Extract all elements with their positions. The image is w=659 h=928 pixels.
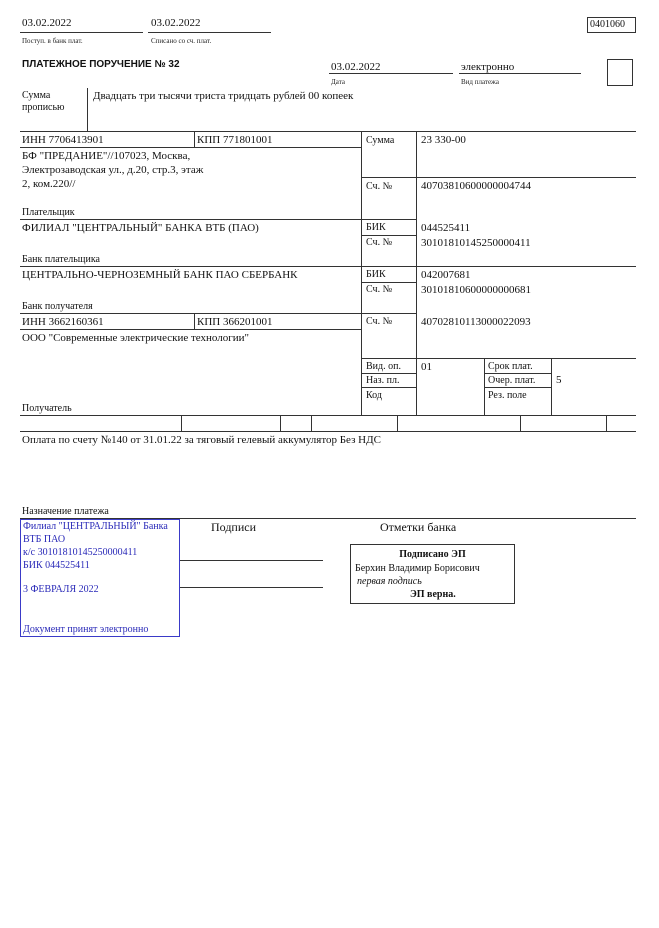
e-signature-title: Подписано ЭП <box>399 549 466 560</box>
amount-value: 23 330-00 <box>421 134 466 146</box>
payer-label: Плательщик <box>22 207 75 218</box>
document-date-label: Дата <box>331 78 345 86</box>
signatures-label: Подписи <box>211 520 257 534</box>
payee-account-value: 40702810113000022093 <box>421 316 531 328</box>
document-date-line <box>329 73 453 74</box>
payee-inn-kpp-divider <box>194 313 195 329</box>
debited-date: 03.02.2022 <box>151 17 201 29</box>
payer-inn-kpp-divider <box>194 131 195 147</box>
form-code: 0401060 <box>587 17 636 33</box>
payee-account-bottom-line <box>361 358 636 359</box>
e-signature-status: ЭП верна. <box>410 589 456 600</box>
payee-bank-bottom-line <box>20 313 416 314</box>
payer-kpp: КПП 771801001 <box>197 134 273 146</box>
codes-divider-1 <box>484 358 485 415</box>
debited-date-line <box>148 32 271 33</box>
document-date: 03.02.2022 <box>331 61 381 73</box>
signature-line-2[interactable] <box>180 587 323 588</box>
bank-stamp-date: 3 ФЕВРАЛЯ 2022 <box>23 584 99 595</box>
payee-bottom-line <box>20 415 636 416</box>
label-value-divider <box>416 131 417 415</box>
tax-cell-divider-3 <box>311 415 312 431</box>
bank-marks-label: Отметки банка <box>380 520 457 534</box>
purpose-text: Оплата по счету №140 от 31.01.22 за тяговый гелевый аккумулятор Без НДС <box>22 434 381 446</box>
bank-stamp-line-3: к/с 30101810145250000411 <box>23 547 138 558</box>
op-type-bottom-line <box>361 373 416 374</box>
payee-bik-bottom-line <box>361 282 416 283</box>
priority-value: 5 <box>556 374 562 386</box>
purpose-code-bottom-line <box>361 387 416 388</box>
payer-inn-bottom-line <box>20 147 361 148</box>
bank-stamp-note: Документ принят электронно <box>23 624 149 635</box>
op-type-value: 01 <box>421 361 432 373</box>
payer-account-label: Сч. № <box>366 181 393 192</box>
due-bottom-line <box>484 373 551 374</box>
bank-stamp-line-2: ВТБ ПАО <box>23 534 66 545</box>
purpose-code-label: Наз. пл. <box>366 375 400 386</box>
payee-inn: ИНН 3662160361 <box>22 316 104 328</box>
payer-bank-label: Банк плательщика <box>22 254 100 265</box>
payer-bank-name: ФИЛИАЛ "ЦЕНТРАЛЬНЫЙ" БАНКА ВТБ (ПАО) <box>22 222 259 234</box>
payer-bank-account-label: Сч. № <box>366 237 393 248</box>
amount-label: Сумма <box>366 135 395 146</box>
payee-label: Получатель <box>22 403 72 414</box>
table-top-line <box>20 131 636 132</box>
payment-type-label: Вид платежа <box>461 78 500 86</box>
payer-name-line-2: Электрозаводская ул., д.20, стр.3, этаж <box>22 164 204 176</box>
payee-bank-name: ЦЕНТРАЛЬНО-ЧЕРНОЗЕМНЫЙ БАНК ПАО СБЕРБАНК <box>22 269 298 281</box>
amount-bottom-line <box>361 177 636 178</box>
e-signature-role: первая подпись <box>357 576 422 587</box>
tax-cell-divider-2 <box>280 415 281 431</box>
amount-words-divider <box>87 88 88 131</box>
payee-bank-label: Банк получателя <box>22 301 93 312</box>
payee-account-label: Сч. № <box>366 316 393 327</box>
tax-cell-divider-1 <box>181 415 182 431</box>
amount-words-label-1: Сумма <box>22 90 51 101</box>
codes-divider-2 <box>551 358 552 415</box>
bank-stamp-line-1: Филиал "ЦЕНТРАЛЬНЫЙ" Банка <box>23 521 168 532</box>
left-column-divider <box>361 131 362 415</box>
received-date-line <box>20 32 143 33</box>
payee-kpp: КПП 366201001 <box>197 316 273 328</box>
tax-row-bottom-line <box>20 431 636 432</box>
payer-bik-bottom-line <box>361 235 416 236</box>
payee-bank-account-value: 30101810600000000681 <box>421 284 531 296</box>
payer-bik-value: 044525411 <box>421 222 471 234</box>
payer-bank-account-value: 30101810145250000411 <box>421 237 531 249</box>
payment-type-line <box>459 73 581 74</box>
bank-stamp-line-4: БИК 044525411 <box>23 560 90 571</box>
purpose-label: Назначение платежа <box>22 506 109 517</box>
tax-cell-divider-5 <box>520 415 521 431</box>
payee-bank-account-label: Сч. № <box>366 284 393 295</box>
payer-bik-label: БИК <box>366 222 386 233</box>
payer-account-value: 40703810600000004744 <box>421 180 531 192</box>
payer-bottom-line <box>20 219 416 220</box>
priority-label: Очер. плат. <box>488 375 536 386</box>
payee-name: ООО "Современные электрические технологии" <box>22 332 250 344</box>
payer-name-line-3: 2, ком.220// <box>22 178 76 190</box>
due-label: Срок плат. <box>488 361 533 372</box>
payee-bik-value: 042007681 <box>421 269 471 281</box>
priority-bottom-line <box>484 387 551 388</box>
payee-bik-label: БИК <box>366 269 386 280</box>
payee-inn-bottom-line <box>20 329 361 330</box>
status-checkbox <box>607 59 633 86</box>
debited-date-label: Списано со сч. плат. <box>151 37 212 45</box>
e-signature-signer: Берхин Владимир Борисович <box>355 563 480 574</box>
tax-cell-divider-4 <box>397 415 398 431</box>
amount-words-label-2: прописью <box>22 102 65 113</box>
document-title: ПЛАТЕЖНОЕ ПОРУЧЕНИЕ № 32 <box>22 59 180 70</box>
tax-cell-divider-6 <box>606 415 607 431</box>
signature-line-1[interactable] <box>180 560 323 561</box>
payer-inn: ИНН 7706413901 <box>22 134 104 146</box>
op-type-label: Вид. оп. <box>366 361 401 372</box>
payer-bank-bottom-line <box>20 266 636 267</box>
reserve-label: Рез. поле <box>488 390 527 401</box>
received-date-label: Поступ. в банк плат. <box>22 37 83 45</box>
code-label: Код <box>366 390 382 401</box>
payer-name-line-1: БФ "ПРЕДАНИЕ"//107023, Москва, <box>22 150 191 162</box>
payment-type: электронно <box>461 61 515 73</box>
received-date: 03.02.2022 <box>22 17 72 29</box>
amount-words-value: Двадцать три тысячи триста тридцать рублей 00 копеек <box>93 90 354 102</box>
